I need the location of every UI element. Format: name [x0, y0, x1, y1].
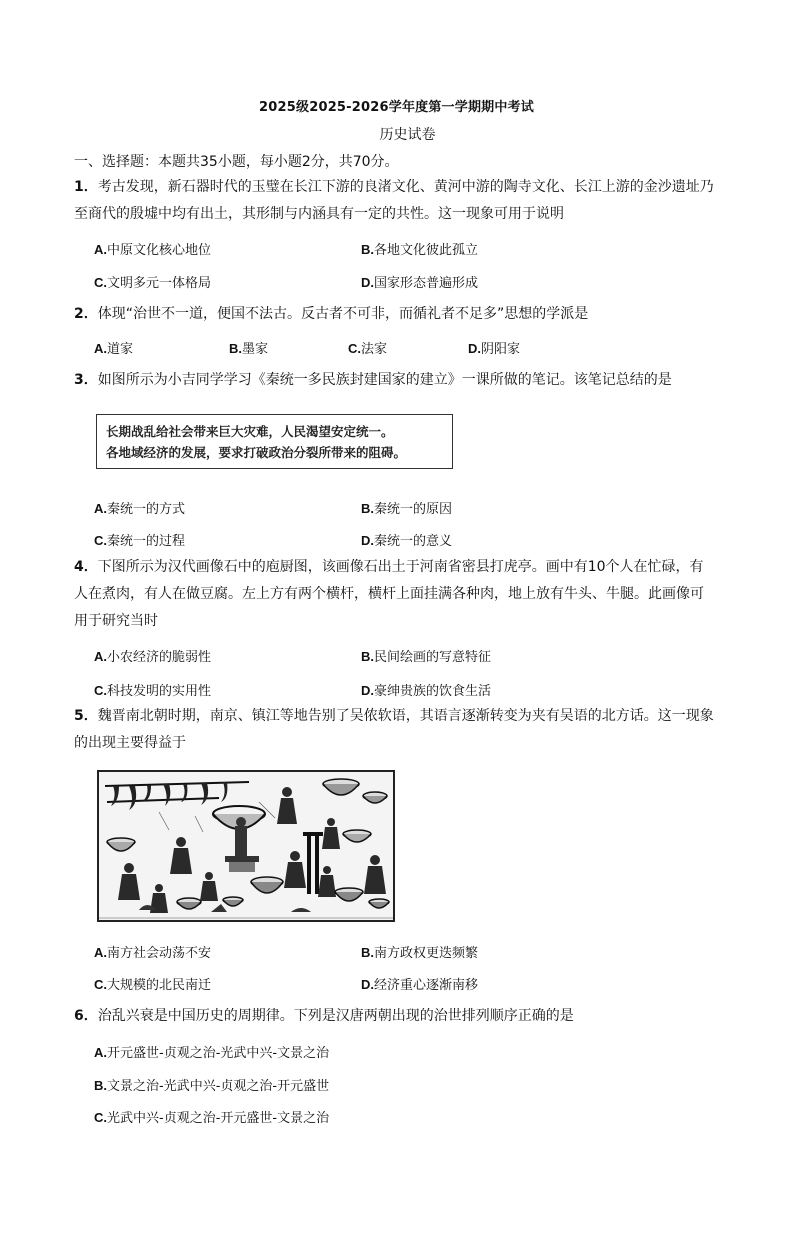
kitchen-relief-drawing: [99, 772, 393, 920]
option-c[interactable]: C.大规模的北民南迁: [94, 977, 212, 993]
exam-subtitle: 历史试卷: [379, 127, 436, 143]
stem-line: 人在煮肉，有人在做豆腐。左上方有两个横杆，横杆上面挂满各种肉，地上放有牛头、牛腿。此画像可: [74, 586, 704, 602]
option-b[interactable]: B.秦统一的原因: [361, 501, 453, 517]
kitchen-relief-image: [97, 770, 395, 922]
section-heading: 一、选择题：本题共35小题，每小题2分，共70分。: [74, 154, 399, 170]
question-number: 4．: [74, 559, 98, 575]
notes-line: 长期战乱给社会带来巨大灾难，人民渴望安定统一。: [106, 424, 394, 439]
stem-line: 下图所示为汉代画像石中的庖厨图，该画像石出土于河南省密县打虎亭。画中有10个人在忙碌，有: [97, 559, 704, 575]
option-b[interactable]: B.各地文化彼此孤立: [361, 242, 479, 258]
question-4-stem: [74, 554, 714, 635]
option-b[interactable]: B.南方政权更迭频繁: [361, 945, 479, 961]
stem-line: 至商代的殷墟中均有出土，其形制与内涵具有一定的共性。这一现象可用于说明: [74, 206, 564, 222]
option-d[interactable]: D.阴阳家: [468, 341, 521, 357]
stem-line: 魏晋南北朝时期，南京、镇江等地告别了吴侬软语，其语言逐渐转变为夹有吴语的北方话。这一现象: [97, 708, 714, 724]
question-number: 6．: [74, 1008, 98, 1024]
option-d[interactable]: D.豪绅贵族的饮食生活: [361, 683, 492, 699]
stem-line: 体现“治世不一道，便国不法古。反古者不可非，而循礼者不足多”思想的学派是: [97, 306, 589, 322]
option-c[interactable]: C.文明多元一体格局: [94, 275, 212, 291]
question-2-stem: [74, 301, 714, 328]
option-a[interactable]: A.小农经济的脆弱性: [94, 649, 212, 665]
stem-line: 治乱兴衰是中国历史的周期律。下列是汉唐两朝出现的治世排列顺序正确的是: [97, 1008, 574, 1024]
stem-line: 如图所示为小吉同学学习《秦统一多民族封建国家的建立》一课所做的笔记。该笔记总结的是: [97, 372, 672, 388]
stem-line: 的出现主要得益于: [74, 735, 186, 751]
question-5-stem: [74, 703, 714, 757]
question-number: 3．: [74, 372, 98, 388]
option-b[interactable]: B.民间绘画的写意特征: [361, 649, 492, 665]
option-a[interactable]: A.开元盛世-贞观之治-光武中兴-文景之治: [94, 1045, 330, 1061]
question-1-stem: [74, 174, 714, 228]
question-number: 2．: [74, 306, 98, 322]
option-d[interactable]: D.秦统一的意义: [361, 533, 453, 549]
option-c[interactable]: C.法家: [348, 341, 388, 357]
option-a[interactable]: A.道家: [94, 341, 134, 357]
option-b[interactable]: B.文景之治-光武中兴-贞观之治-开元盛世: [94, 1078, 330, 1094]
option-d[interactable]: D.经济重心逐渐南移: [361, 977, 479, 993]
exam-title: 2025级2025-2026学年度第一学期期中考试: [259, 100, 534, 115]
notes-line: 各地域经济的发展，要求打破政治分裂所带来的阻碍。: [106, 445, 407, 460]
question-number: 1．: [74, 179, 98, 195]
option-c[interactable]: C.科技发明的实用性: [94, 683, 212, 699]
question-6-stem: [74, 1003, 714, 1030]
option-b[interactable]: B.墨家: [229, 341, 269, 357]
notes-box: [96, 414, 453, 469]
option-a[interactable]: A.中原文化核心地位: [94, 242, 212, 258]
option-c[interactable]: C.秦统一的过程: [94, 533, 186, 549]
question-3-stem: [74, 367, 714, 394]
question-number: 5．: [74, 708, 98, 724]
stem-line: 用于研究当时: [74, 613, 158, 629]
option-a[interactable]: A.南方社会动荡不安: [94, 945, 212, 961]
option-d[interactable]: D.国家形态普遍形成: [361, 275, 479, 291]
option-a[interactable]: A.秦统一的方式: [94, 501, 186, 517]
option-c[interactable]: C.光武中兴-贞观之治-开元盛世-文景之治: [94, 1110, 330, 1126]
stem-line: 考古发现，新石器时代的玉璧在长江下游的良渚文化、黄河中游的陶寺文化、长江上游的金沙遗址乃: [97, 179, 714, 195]
